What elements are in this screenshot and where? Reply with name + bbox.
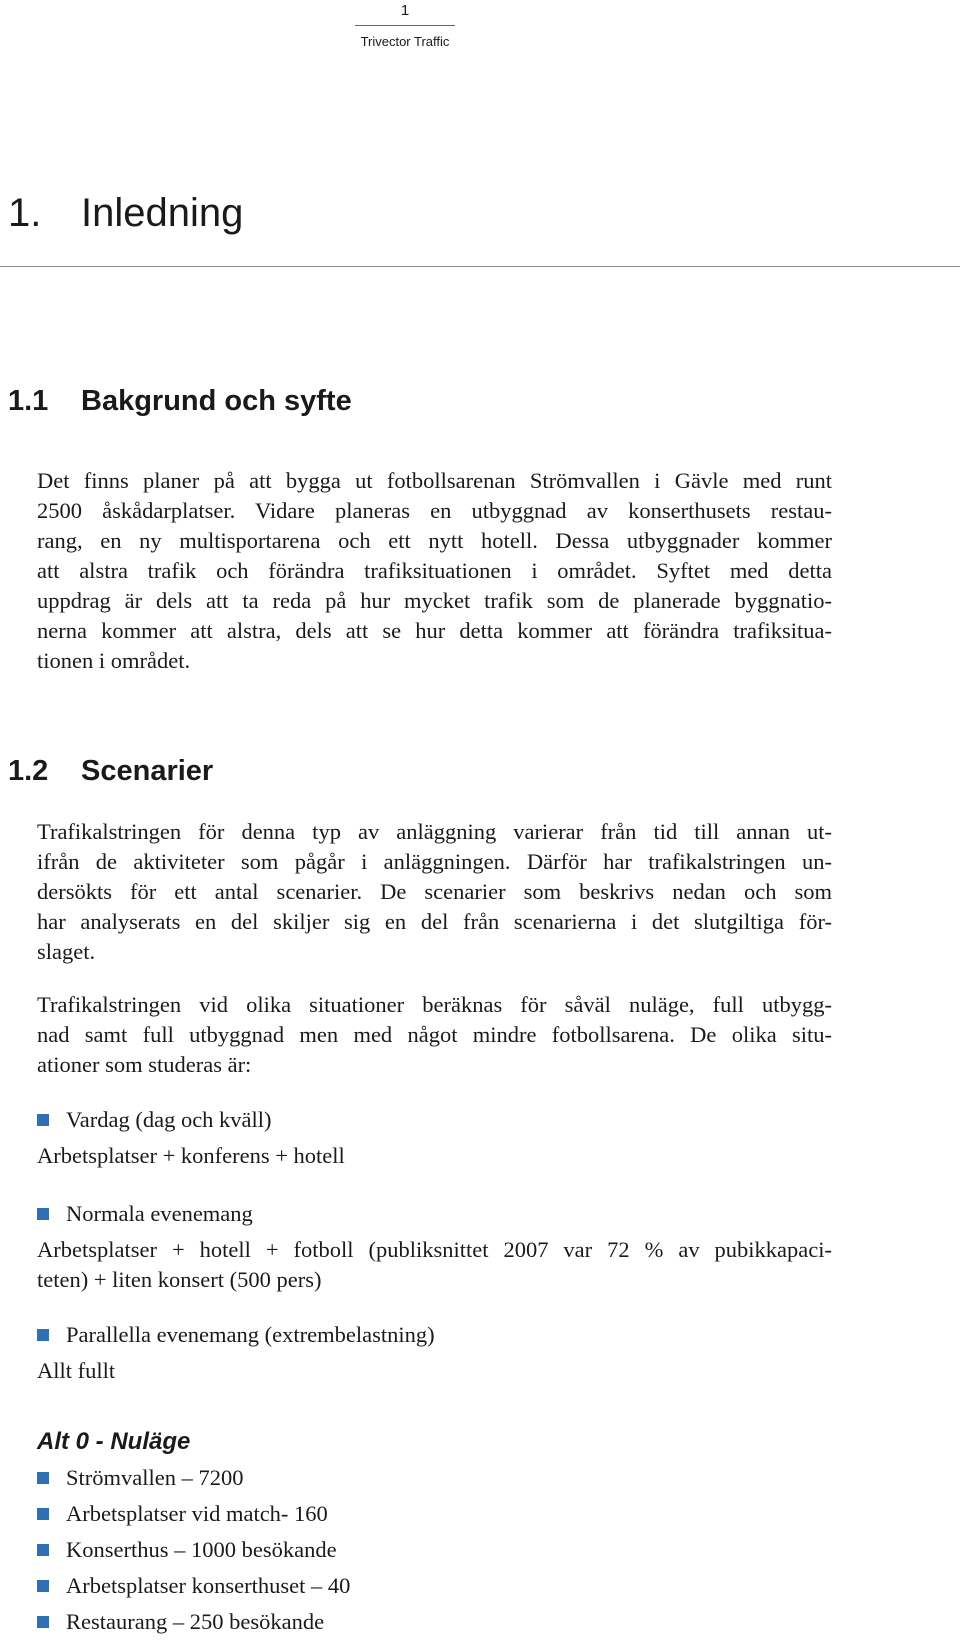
paragraph-bakgrund — [37, 466, 832, 676]
text-line: Allt fullt — [37, 1358, 116, 1383]
square-bullet-icon — [37, 1208, 49, 1220]
text-line: tionen i området. — [37, 648, 191, 673]
section-heading-bakgrund — [8, 384, 352, 418]
alt0-heading: Alt 0 - Nuläge — [37, 1428, 191, 1455]
header-divider — [355, 25, 455, 26]
square-bullet-icon — [37, 1329, 49, 1341]
square-bullet-icon — [37, 1508, 49, 1520]
text-line: Trafikalstringen vid olika situationer beräknas för såväl nuläge, full utbygg- — [37, 992, 832, 1017]
page-header — [340, 0, 470, 49]
situation-label: Vardag (dag och kväll) — [66, 1107, 272, 1132]
header-company: Trivector Traffic — [360, 34, 450, 49]
chapter-heading — [8, 190, 243, 236]
square-bullet-icon — [37, 1616, 49, 1628]
text-line: Det finns planer på att bygga ut fotbollsarenan Strömvallen i Gävle med runt — [37, 468, 832, 493]
alt0-list-item — [37, 1499, 328, 1529]
square-bullet-icon — [37, 1114, 49, 1126]
section-heading-scenarier — [8, 754, 213, 788]
situation-label: Normala evenemang — [66, 1201, 253, 1226]
text-line: Arbetsplatser + konferens + hotell — [37, 1143, 345, 1168]
alt0-item-text: Strömvallen – 7200 — [66, 1465, 244, 1490]
section-title: Scenarier — [81, 755, 214, 787]
situation-bullet — [37, 1105, 272, 1135]
text-line: rang, en ny multisportarena och ett nytt hotell. Dessa utbyggnader kommer — [37, 528, 832, 553]
situation-description — [37, 1356, 832, 1386]
text-line: att alstra trafik och förändra trafiksituationen i området. Syftet med detta — [37, 558, 832, 583]
chapter-number: 1. — [8, 191, 42, 235]
situation-label: Parallella evenemang (extrembelastning) — [66, 1322, 435, 1347]
alt0-list-item — [37, 1463, 243, 1493]
situation-bullet — [37, 1320, 435, 1350]
paragraph-scenarier-2 — [37, 990, 832, 1080]
text-line: slaget. — [37, 939, 96, 964]
alt0-list-item — [37, 1607, 324, 1637]
alt0-list-item — [37, 1535, 337, 1565]
text-line: ifrån de aktiviteter som pågår i anläggningen. Därför har trafikalstringen un- — [37, 849, 832, 874]
square-bullet-icon — [37, 1580, 49, 1592]
alt0-item-text: Arbetsplatser konserthuset – 40 — [66, 1573, 351, 1598]
text-line: 2500 åskådarplatser. Vidare planeras en utbyggnad av konserthusets restau- — [37, 498, 832, 523]
square-bullet-icon — [37, 1472, 49, 1484]
text-line: har analyserats en del skiljer sig en del från scenarierna i det slutgiltiga för- — [37, 909, 832, 934]
chapter-title: Inledning — [81, 191, 244, 235]
text-line: ationer som studeras är: — [37, 1052, 252, 1077]
situation-description — [37, 1141, 832, 1171]
square-bullet-icon — [37, 1544, 49, 1556]
alt0-item-text: Restaurang – 250 besökande — [66, 1609, 325, 1634]
situation-description — [37, 1235, 832, 1295]
alt0-item-text: Konserthus – 1000 besökande — [66, 1537, 337, 1562]
text-line: nad samt full utbyggnad men med något mindre fotbollsarena. De olika situ- — [37, 1022, 832, 1047]
page-number: 1 — [400, 2, 410, 19]
section-number: 1.1 — [8, 385, 49, 417]
section-title: Bakgrund och syfte — [81, 385, 352, 417]
paragraph-scenarier-1 — [37, 817, 832, 967]
alt0-item-text: Arbetsplatser vid match- 160 — [66, 1501, 328, 1526]
text-line: nerna kommer att alstra, dels att se hur detta kommer att förändra trafiksitua- — [37, 618, 832, 643]
chapter-divider — [0, 266, 960, 267]
text-line: Trafikalstringen för denna typ av anläggning varierar från tid till annan ut- — [37, 819, 832, 844]
section-number: 1.2 — [8, 755, 49, 787]
text-line: Arbetsplatser + hotell + fotboll (publiksnittet 2007 var 72 % av pubikkapaci- — [37, 1237, 832, 1262]
text-line: teten) + liten konsert (500 pers) — [37, 1267, 322, 1292]
text-line: dersökts för ett antal scenarier. De scenarier som beskrivs nedan och som — [37, 879, 832, 904]
text-line: uppdrag är dels att ta reda på hur mycket trafik som de planerade byggnatio- — [37, 588, 832, 613]
situation-bullet — [37, 1199, 253, 1229]
alt0-list-item — [37, 1571, 350, 1601]
